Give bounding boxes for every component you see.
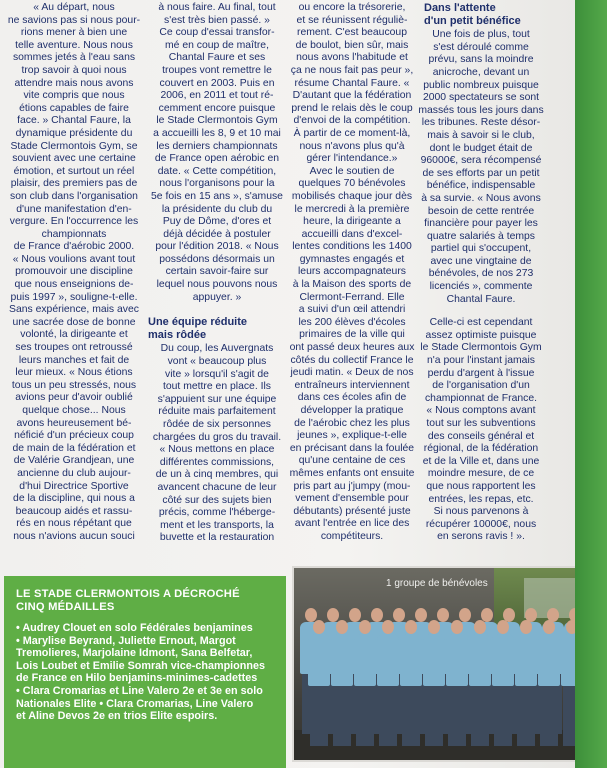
volunteers-group-photo <box>292 566 592 762</box>
photo-caption: 1 groupe de bénévoles <box>386 578 488 589</box>
section-heading: Une équipe réduite mais rôdée <box>148 316 248 341</box>
article-paragraph: « Au départ, nous ne savions pas si nous pour- rions mener à bien une telle aventure. Nous nous sommes jetés à l'eau sans trop savoir à quoi nous attendre mais nous avons vite compris que nous étions capables de faire face. » Chantal Faure, la dynamique présidente du Stade Clermontois Gym, se souvient avec une certaine émotion, et surtout un réel plaisir, des premiers pas de son club dans l'organisation d'une manifestation d'en- vergure. En l'occurrence les championnats de France d'aérobic 2000. « Nous voulions avant tout promouvoir une discipline que nous enseignions de- puis 1997 », souligne-t-elle. Sans expérience, mais avec une sacrée dose de bonne volonté, la dirigeante et ses troupes ont retroussé leurs manches et fait de leur mieux. « Nous étions tous un peu stressés, nous avions peur d'avoir oublié quelque chose... Nous avons heureusement bé- néficié d'un précieux coup de main de la fédération et de Valérie Grandjean, une ancienne du club aujour- d'hui Directrice Sportive de la discipline, qui nous a beaucoup aidés et rassu- rés en nous répétant que nous n'avions aucun souci <box>7 2 141 542</box>
page-edge-strip <box>575 0 607 768</box>
article-column-1 <box>4 2 144 545</box>
article-paragraph: Une fois de plus, tout s'est déroulé comme prévu, sans la moindre anicroche, devant un public nombreux puisque 2000 spectateurs se sont massés tous les jours dans les tribunes. Reste désor- mais à savoir si le club, dont le budget était de 96000€, sera récompensé de ses efforts par un petit bénéfice, indispensable à sa survie. « Nous avons besoin de cette rentrée financière pour payer les quatre salariés à temps partiel qui s'occupent, avec une vingtaine de bénévoles, de nos 273 licenciés », commente Chantal Faure. <box>418 29 544 305</box>
sidebar-title: LE STADE CLERMONTOIS A DÉCROCHÉ CINQ MÉDAILLES <box>16 588 240 613</box>
medal-item: • Marylise Beyrand, Juliette Ernout, Margot Tremolieres, Marjolaine Idmont, Sana Belfetar, Lois Loubet et Emilie Somrah vice-championnes de France en Hilo benjamins-minimes-cadettes <box>16 634 265 685</box>
article-paragraph: à nous faire. Au final, tout s'est très bien passé. » Ce coup d'essai transfor- mé en coup de maître, Chantal Faure et ses troupes vont remettre le couvert en 2003. Puis en 2006, en 2011 et tout ré- cemment encore puisque le Stade Clermontois Gym a accueilli les 8, 9 et 10 mai les derniers championnats de France open aérobic en date. « Cette compétition, nous l'organisons pour la 5e fois en 15 ans », s'amuse la présidente du club du Puy de Dôme, d'ores et déjà décidée à postuler pour l'édition 2018. « Nous possédons désormais un certain savoir-faire sur lequel nous pouvons nous appuyer. » <box>151 2 283 303</box>
medal-item: • Clara Cromarias et Line Valero 2e et 3e en solo Nationales Elite • Clara Cromarias, Line Valero et Aline Devos 2e en trios Elite espoirs. <box>16 684 263 723</box>
article-paragraph: Celle-ci est cependant assez optimiste puisque le Stade Clermontois Gym n'a pour l'instant jamais perdu d'argent à l'issue de l'organisation d'un championnat de France. « Nous comptons avant tout sur les subventions des conseils général et régional, de la fédération et de la Ville et, dans une moindre mesure, de ce que nous rapportent les entrées, les repas, etc. Si nous parvenons à récupérer 10000€, nous en serons ravis ! ». <box>420 317 542 543</box>
article-column-2 <box>148 2 286 546</box>
article-column-4 <box>418 2 544 545</box>
medals-sidebar <box>4 576 286 768</box>
section-heading: Dans l'attente d'un petit bénéfice <box>424 2 521 27</box>
article-paragraph: ou encore la trésorerie, et se réunissent réguliè- rement. C'est beaucoup de boulot, bien sûr, mais nous avons l'habitude et ça ne nous fait pas peur », résume Chantal Faure. « D'autant que la fédération prend le relais dès le coup d'envoi de la compétition. À partir de ce moment-là, nous n'avons plus qu'à gérer l'intendance.» Avec le soutien de quelques 70 bénévoles mobilisés chaque jour dès le mercredi à la première heure, la dirigeante a accueilli dans d'excel- lentes conditions les 1400 gymnastes engagés et leurs accompagnateurs à la Maison des sports de Clermont-Ferrand. Elle a suivi d'un œil attendri les 200 élèves d'écoles primaires de la ville qui ont passé deux heures aux côtés du collectif France le jeudi matin. « Deux de nos entraîneurs interviennent dans ces écoles afin de développer la pratique de l'aérobic chez les plus jeunes », explique-t-elle en précisant dans la foulée qu'une centaine de ces mêmes enfants ont ensuite pris part au j'jumpy (mou- vement d'ensemble pour débutants) présenté juste avant l'entrée en lice des compétiteurs. <box>289 2 415 542</box>
article-paragraph: Du coup, les Auvergnats vont « beaucoup plus vite » lorsqu'il s'agit de tout mettre en place. Ils s'appuient sur une équipe réduite mais parfaitement rôdée de six personnes chargées du gros du travail. « Nous mettons en place différentes commissions, de un à cinq membres, qui avancent chacune de leur côté sur des sujets bien précis, comme l'héberge- ment et les transports, la buvette et la restauration <box>152 343 282 544</box>
article-column-3 <box>288 2 416 545</box>
medal-item: • Audrey Clouet en solo Fédérales benjamines <box>16 622 253 634</box>
